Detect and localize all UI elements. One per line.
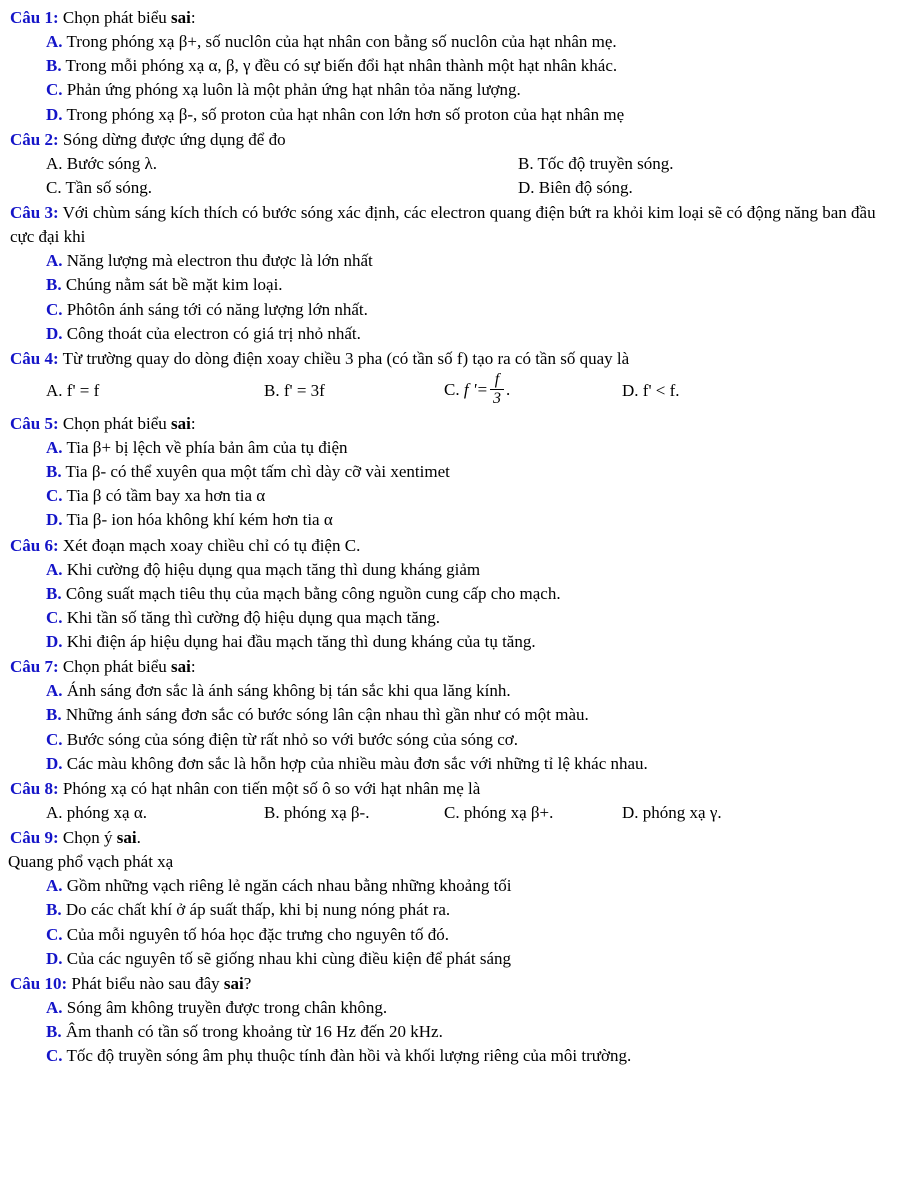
question-stem-emphasis: sai	[171, 8, 191, 27]
option-a[interactable]	[8, 679, 903, 703]
question-block	[8, 201, 903, 346]
option-d[interactable]	[8, 103, 903, 127]
question-stem-emphasis: sai	[171, 413, 191, 433]
question-stem-suffix: :	[190, 413, 196, 433]
option-a[interactable]	[8, 249, 903, 273]
option-text: Do các chất khí ở áp suất thấp, khi bị nung nóng phát ra.	[65, 900, 451, 920]
option-letter: C.	[444, 379, 460, 399]
option-a[interactable]	[8, 996, 903, 1020]
option-text: Tốc độ truyền sóng âm phụ thuộc tính đàn hồi và khối lượng riêng của môi trường.	[66, 1046, 632, 1066]
option-text: Biên độ sóng.	[538, 177, 633, 197]
question-stem	[8, 412, 903, 436]
option-text: f' = f	[66, 380, 100, 400]
option-letter: D.	[518, 177, 535, 197]
fraction-denominator: 3	[492, 390, 501, 408]
question-stem-suffix: :	[190, 8, 196, 27]
question-stem-suffix: ?	[243, 973, 252, 993]
option-c[interactable]	[8, 728, 903, 752]
option-b[interactable]	[8, 460, 903, 484]
option-letter: A.	[46, 32, 63, 52]
option-text: f' < f.	[642, 380, 680, 400]
question-stem-text: Phát biểu nào sau đây	[71, 973, 224, 993]
option-text: phóng xạ γ.	[642, 802, 722, 822]
option-a[interactable]	[8, 874, 903, 898]
question-stem-suffix: .	[136, 828, 141, 847]
option-letter: B.	[46, 275, 62, 295]
option-text: Âm thanh có tần số trong khoảng từ 16 Hz đến 20 kHz.	[65, 1022, 443, 1041]
option-letter: D.	[622, 380, 639, 400]
option-text: Tia β- có thể xuyên qua một tấm chì dày cỡ vài xentimet	[65, 462, 450, 482]
option-letter: C.	[46, 729, 63, 749]
question-label: Câu 9:	[10, 828, 59, 847]
question-block	[8, 826, 903, 971]
option-letter: C.	[46, 924, 63, 944]
option-letter: C.	[46, 177, 62, 197]
option-c[interactable]	[8, 78, 903, 102]
option-text: Năng lượng mà electron thu được là lớn nhất	[66, 251, 373, 271]
question-block	[8, 534, 903, 655]
option-text: f' = 3f	[283, 380, 325, 400]
question-stem-text: Sóng dừng được ứng dụng để đo	[62, 129, 286, 149]
question-stem-text: Chọn ý	[62, 828, 117, 847]
option-b[interactable]	[8, 54, 903, 78]
option-text: Công suất mạch tiêu thụ của mạch bằng công nguồn cung cấp cho mạch.	[65, 583, 561, 603]
option-b[interactable]	[8, 582, 903, 606]
option-letter: D.	[622, 802, 639, 822]
option-letter: C.	[46, 1046, 63, 1066]
question-block	[8, 412, 903, 533]
option-letter: B.	[46, 583, 62, 603]
question-stem	[8, 534, 903, 558]
question-stem-text: Với chùm sáng kích thích có bước sóng xác định, các electron quang điện bứt ra khỏi kim loại sẽ có động năng ban đầu cực đại khi	[10, 203, 876, 247]
option-text: Các màu không đơn sắc là hỗn hợp của nhiều màu đơn sắc với những tỉ lệ khác nhau.	[66, 753, 648, 773]
option-text: Chúng nằm sát bề mặt kim loại.	[65, 275, 283, 295]
option-c[interactable]	[406, 372, 584, 410]
question-label: Câu 7:	[10, 657, 59, 677]
option-letter: D.	[46, 323, 63, 343]
option-a[interactable]	[8, 152, 480, 176]
question-stem-text: Chọn phát biểu	[62, 8, 172, 27]
option-text: Tia β- ion hóa không khí kém hơn tia α	[66, 510, 333, 530]
option-text: Công thoát của electron có giá trị nhỏ nhất.	[66, 323, 361, 343]
option-list	[8, 996, 903, 1068]
option-text: phóng xạ β+.	[463, 802, 554, 822]
option-text: Của các nguyên tố sẽ giống nhau khi cùng điều kiện để phát sáng	[66, 948, 512, 968]
option-b[interactable]	[8, 1020, 903, 1044]
option-letter: A.	[46, 802, 63, 822]
option-c[interactable]	[406, 801, 584, 825]
question-label: Câu 3:	[10, 203, 59, 222]
option-a[interactable]	[8, 801, 226, 825]
option-letter: A.	[46, 559, 63, 579]
option-letter: B.	[46, 705, 62, 725]
question-label: Câu 4:	[10, 348, 59, 368]
question-block	[8, 128, 903, 200]
option-text: Tốc độ truyền sóng.	[537, 153, 674, 173]
question-stem	[8, 347, 903, 371]
fraction-numerator: f	[490, 371, 504, 390]
option-d[interactable]	[8, 752, 903, 776]
option-b[interactable]	[226, 801, 406, 825]
option-letter: C.	[46, 299, 63, 319]
option-text: phóng xạ β-.	[283, 802, 370, 822]
option-row	[8, 152, 903, 176]
option-text: phóng xạ α.	[66, 802, 147, 822]
question-stem-emphasis: sai	[223, 973, 244, 993]
option-a[interactable]	[8, 30, 903, 54]
option-text: Bước sóng của sóng điện từ rất nhỏ so với bước sóng của sóng cơ.	[66, 729, 519, 749]
option-letter: B.	[46, 900, 62, 920]
option-text: Khi tần số tăng thì cường độ hiệu dụng qua mạch tăng.	[66, 607, 441, 627]
option-text-math	[463, 370, 511, 408]
option-letter: C.	[444, 802, 460, 822]
option-letter: B.	[518, 153, 534, 173]
option-list	[8, 558, 903, 655]
option-letter: A.	[46, 251, 63, 271]
question-stem	[8, 128, 903, 152]
option-text: Tia β+ bị lệch về phía bản âm của tụ điện	[66, 438, 348, 457]
option-d[interactable]	[480, 176, 633, 200]
option-b[interactable]	[8, 898, 903, 922]
option-letter: D.	[46, 632, 63, 651]
option-letter: B.	[46, 1022, 62, 1041]
option-letter: A.	[46, 681, 63, 701]
question-label: Câu 6:	[10, 535, 59, 555]
option-d[interactable]	[8, 322, 903, 346]
question-stem-text: Phóng xạ có hạt nhân con tiến một số ô so với hạt nhân mẹ là	[62, 778, 481, 798]
option-c[interactable]	[8, 1044, 903, 1068]
option-letter: A.	[46, 153, 63, 173]
option-c[interactable]	[8, 484, 903, 508]
option-list	[8, 679, 903, 776]
option-row	[8, 176, 903, 200]
option-letter: A.	[46, 380, 63, 400]
question-label: Câu 2:	[10, 129, 59, 149]
question-stem	[8, 6, 903, 30]
question-stem	[8, 826, 903, 850]
question-block	[8, 347, 903, 411]
question-stem-emphasis: sai	[116, 828, 137, 847]
question-block	[8, 6, 903, 127]
question-block	[8, 972, 903, 1069]
option-text: Trong mỗi phóng xạ α, β, γ đều có sự biến đổi hạt nhân thành một hạt nhân khác.	[65, 56, 618, 76]
option-c[interactable]	[8, 923, 903, 947]
option-text: Tia β có tầm bay xa hơn tia α	[66, 486, 266, 506]
option-text: Của mỗi nguyên tố hóa học đặc trưng cho nguyên tố đó.	[66, 924, 449, 944]
option-letter: B.	[264, 802, 280, 822]
question-stem	[8, 777, 903, 801]
option-b[interactable]	[480, 152, 674, 176]
option-letter: A.	[46, 438, 63, 457]
option-text: Khi cường độ hiệu dụng qua mạch tăng thì dung kháng giảm	[66, 559, 481, 579]
option-text: Phản ứng phóng xạ luôn là một phản ứng hạt nhân tỏa năng lượng.	[66, 80, 521, 100]
option-d[interactable]	[8, 630, 903, 654]
option-c[interactable]	[8, 176, 480, 200]
question-stem-emphasis: sai	[171, 657, 191, 677]
option-letter: D.	[46, 753, 63, 773]
option-a[interactable]	[8, 436, 903, 460]
math-lhs: f '=	[463, 379, 488, 399]
option-d[interactable]	[584, 801, 764, 825]
option-a[interactable]	[8, 379, 226, 403]
option-list	[8, 30, 903, 127]
option-letter: C.	[46, 80, 63, 100]
option-text: Bước sóng λ.	[66, 153, 157, 173]
option-b[interactable]	[8, 273, 903, 297]
option-list	[8, 152, 903, 200]
option-list	[8, 874, 903, 971]
question-stem-text: Từ trường quay do dòng điện xoay chiều 3 pha (có tần số f) tạo ra có tần số quay là	[62, 348, 630, 368]
option-letter: D.	[46, 510, 63, 530]
option-list	[8, 249, 903, 346]
option-letter: D.	[46, 948, 63, 968]
question-stem-suffix: :	[190, 657, 196, 677]
question-stem-text: Xét đoạn mạch xoay chiều chỉ có tụ điện C.	[62, 535, 361, 555]
option-letter: B.	[46, 56, 62, 76]
question-label: Câu 10:	[10, 973, 68, 993]
option-text: Trong phóng xạ β-, số proton của hạt nhân con lớn hơn số proton của hạt nhân mẹ	[66, 104, 625, 124]
option-letter: B.	[46, 462, 62, 482]
option-letter: B.	[264, 380, 280, 400]
question-stem-text: Chọn phát biểu	[62, 657, 172, 677]
option-row	[8, 801, 903, 825]
option-list	[8, 436, 903, 533]
option-c[interactable]	[8, 298, 903, 322]
option-letter: A.	[46, 876, 63, 896]
option-b[interactable]	[226, 379, 406, 403]
option-text: Tần số sóng.	[65, 177, 152, 197]
option-d[interactable]	[8, 947, 903, 971]
option-row	[8, 371, 903, 411]
option-c[interactable]	[8, 606, 903, 630]
option-text: Những ánh sáng đơn sắc có bước sóng lân cận nhau thì gần như có một màu.	[65, 705, 589, 725]
option-d[interactable]	[584, 379, 764, 403]
option-a[interactable]	[8, 558, 903, 582]
option-text: Sóng âm không truyền được trong chân không.	[66, 997, 388, 1017]
option-d[interactable]	[8, 508, 903, 532]
question-stem	[8, 972, 903, 996]
question-stem-continuation: Quang phổ vạch phát xạ	[8, 852, 174, 872]
question-stem-text: Chọn phát biểu	[62, 413, 172, 433]
option-text: Phôtôn ánh sáng tới có năng lượng lớn nhất.	[66, 299, 368, 319]
question-label: Câu 5:	[10, 413, 59, 433]
question-block	[8, 777, 903, 825]
option-b[interactable]	[8, 703, 903, 727]
option-letter: C.	[46, 486, 63, 506]
question-stem	[8, 655, 903, 679]
option-text: Ánh sáng đơn sắc là ánh sáng không bị tán sắc khi qua lăng kính.	[66, 681, 511, 701]
option-letter: D.	[46, 104, 63, 124]
question-label: Câu 1:	[10, 8, 59, 27]
option-text: Trong phóng xạ β+, số nuclôn của hạt nhân con bằng số nuclôn của hạt nhân mẹ.	[66, 32, 617, 52]
option-text: Khi điện áp hiệu dụng hai đầu mạch tăng thì dung kháng của tụ tăng.	[66, 632, 536, 651]
question-block	[8, 655, 903, 776]
fraction	[490, 371, 504, 409]
question-stem	[8, 201, 903, 249]
math-tail: .	[505, 379, 511, 399]
option-letter: A.	[46, 997, 63, 1017]
question-label: Câu 8:	[10, 778, 59, 798]
option-letter: C.	[46, 607, 63, 627]
option-text: Gồm những vạch riêng lẻ ngăn cách nhau bằng những khoảng tối	[66, 876, 512, 896]
